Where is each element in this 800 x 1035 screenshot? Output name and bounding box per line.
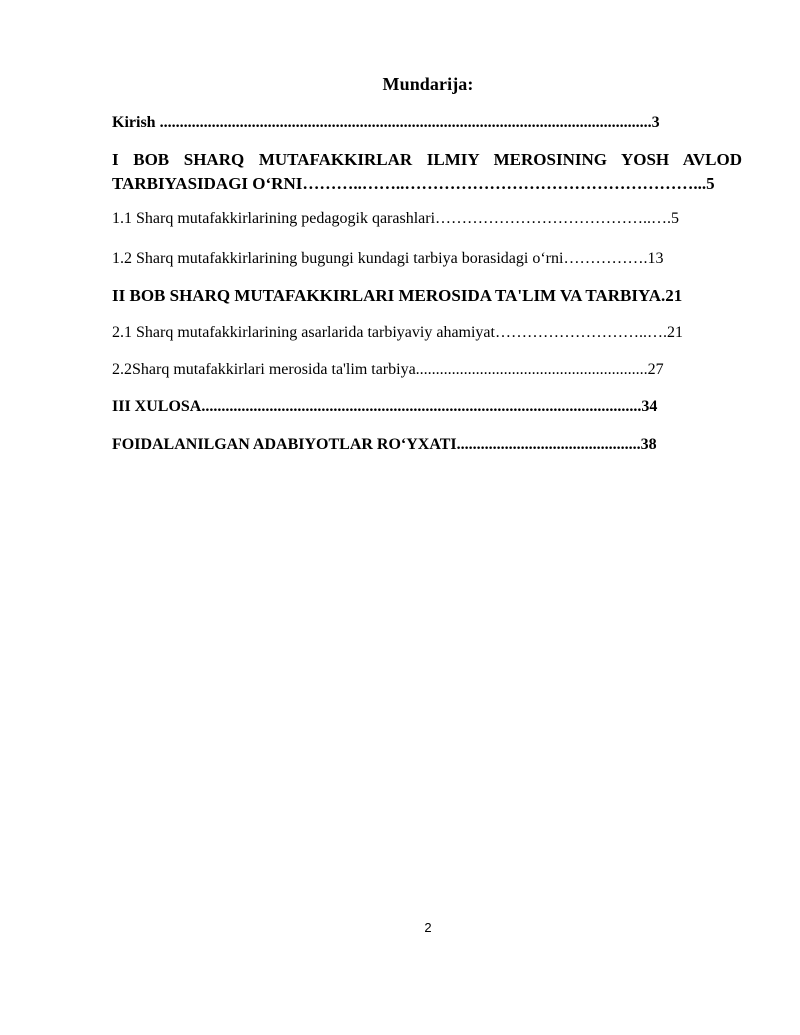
toc-entry-chapter-3: III XULOSA..............................................................................................................34 [112, 398, 658, 415]
page-title: Mundarija: [382, 74, 474, 94]
toc-entry-section-2-1: 2.1 Sharq mutafakkirlarining asarlarida tarbiyaviy ahamiyat………………………..….21 [112, 324, 683, 341]
toc-entry-chapter-2: II BOB SHARQ MUTAFAKKIRLARI MEROSIDA TA'LIM VA TARBIYA.21 [112, 286, 683, 305]
toc-entry-chapter-1: I BOB SHARQ MUTAFAKKIRLAR ILMIY MEROSINING YOSH AVLOD TARBIYASIDAGI O‘RNI………..……..……………………………………………...5 [112, 150, 742, 193]
toc-entry-section-1-2: 1.2 Sharq mutafakkirlarining bugungi kundagi tarbiya borasidagi o‘rni…………….13 [112, 250, 664, 267]
toc-entry-section-1-1: 1.1 Sharq mutafakkirlarining pedagogik qarashlari…………………………………..….5 [112, 210, 680, 227]
page-number: 2 [424, 920, 432, 935]
toc-entry-kirish: Kirish ...........................................................................................................................3 [112, 114, 660, 131]
toc-entry-bibliography: FOIDALANILGAN ADABIYOTLAR RO‘YXATI..............................................38 [112, 436, 657, 453]
toc-entry-section-2-2: 2.2Sharq mutafakkirlari merosida ta'lim tarbiya..........................................................27 [112, 361, 664, 378]
